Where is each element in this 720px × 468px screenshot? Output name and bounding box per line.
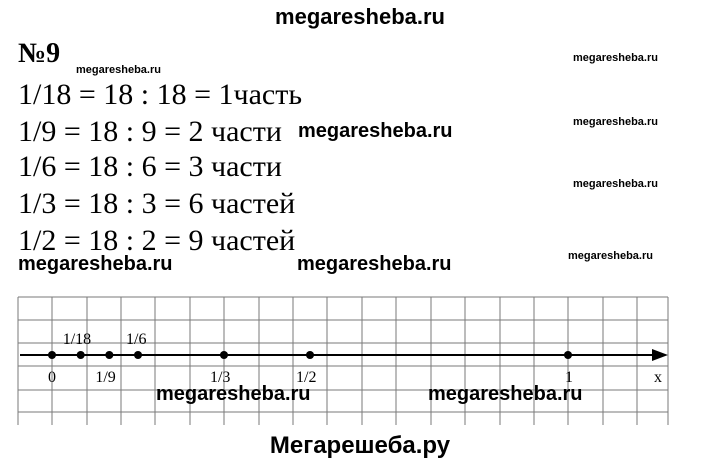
point-marker <box>306 351 314 359</box>
number-line-points <box>48 331 573 386</box>
header-site-watermark: megaresheba.ru <box>275 4 445 29</box>
axis-arrow <box>652 349 668 361</box>
solution-line-1: 1/18 = 18 : 18 = 1часть <box>18 78 303 111</box>
point-marker <box>134 351 142 359</box>
point-marker <box>77 351 85 359</box>
point-marker <box>48 351 56 359</box>
watermark-large-1: megaresheba.ru <box>298 120 453 142</box>
point-label: 1/18 <box>62 331 92 348</box>
watermark-large-3: megaresheba.ru <box>297 253 452 275</box>
solution-line-2: 1/9 = 18 : 9 = 2 части <box>18 115 282 148</box>
solution-line-5: 1/2 = 18 : 2 = 9 частей <box>18 224 296 257</box>
point-marker <box>220 351 228 359</box>
point-marker <box>564 351 572 359</box>
point-label: 1/2 <box>296 369 317 386</box>
watermark-small-3: megaresheba.ru <box>573 116 658 128</box>
point-label: 1/6 <box>126 331 147 348</box>
watermark-small-4: megaresheba.ru <box>573 178 658 190</box>
watermark-small-5: megaresheba.ru <box>568 250 653 262</box>
point-label: 0 <box>48 369 56 386</box>
watermark-small-2: megaresheba.ru <box>573 52 658 64</box>
task-number: №9 <box>18 38 61 69</box>
watermark-large-5: megaresheba.ru <box>428 383 583 405</box>
solution-line-3: 1/6 = 18 : 6 = 3 части <box>18 150 282 183</box>
point-label: 1 <box>565 369 573 386</box>
footer-brand: Мегарешеба.ру <box>269 432 451 459</box>
watermark-large-4: megaresheba.ru <box>156 383 311 405</box>
watermark-small-1: megaresheba.ru <box>76 64 161 76</box>
solution-line-4: 1/3 = 18 : 3 = 6 частей <box>18 187 296 220</box>
point-label: 1/9 <box>95 369 116 386</box>
axis-label: x <box>654 369 662 386</box>
point-marker <box>105 351 113 359</box>
point-label: 1/3 <box>209 369 231 386</box>
watermark-large-2: megaresheba.ru <box>18 253 173 275</box>
